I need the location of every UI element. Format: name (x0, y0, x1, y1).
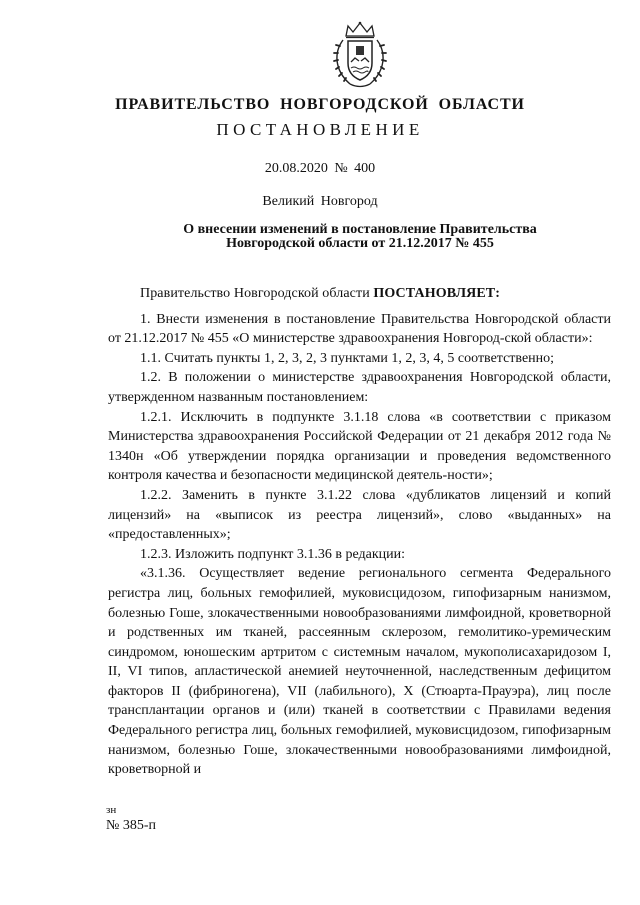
paragraph: 1.2. В положении о министерстве здравоохранения Новгородской области, утвержденном названным постановлением: (108, 370, 611, 405)
paragraph: 1.2.1. Исключить в подпункте 3.1.18 слова «в соответствии с приказом Министерства здравоохранения Российской Федерации от 21 декабря 2012 года № 1340н «Об утверждении порядка организации и проведения ведомственного контроля качества и безопасности медицинской деятель-ности»; (108, 409, 611, 484)
city-name: Великий Новгород (262, 194, 378, 209)
date-and-number: 20.08.2020 № 400 (264, 161, 376, 176)
paragraph: 1. Внести изменения в постановление Правительства Новгородской области от 21.12.2017 № 455 «О министерстве здравоохранения Новгород-ской области»: (108, 311, 611, 347)
document-body (108, 284, 611, 780)
government-title: ПРАВИТЕЛЬСТВО НОВГОРОДСКОЙ ОБЛАСТИ (115, 96, 525, 113)
document-type: ПОСТАНОВЛЕНИЕ (216, 120, 424, 139)
subject-line: Новгородской области от 21.12.2017 № 455 (226, 236, 494, 251)
footer-code: зн (106, 804, 117, 816)
footer-document-number: № 385-п (106, 818, 157, 833)
preamble-decree-word: ПОСТАНОВЛЯЕТ: (373, 286, 500, 301)
paragraph: 1.1. Считать пункты 1, 2, 3, 2, 3 пунктами 1, 2, 3, 4, 5 соответственно; (140, 350, 555, 366)
paragraph: 1.2.2. Заменить в пункте 3.1.22 слова «дубликатов лицензий и копий лицензий» на «выписок из реестра лицензий», слово «выданных» на «предоставленных»; (108, 487, 611, 543)
novgorod-coat-of-arms-icon (331, 20, 389, 92)
preamble-text: Правительство Новгородской области (140, 286, 374, 301)
paragraph: «3.1.36. Осуществляет ведение регионального сегмента Федерального регистра лиц, больных гемофилией, муковисцидозом, гипофизарным нанизмом, болезнью Гоше, злокачественными новообразованиями лимфоидной, кроветворной и родственных им тканей, рассеянным склерозом, гемолитико-уремическим синдромом, юношеским артритом с системным началом, мукополисахаридозом I, II, VI типов, апластической анемией неуточненной, наследственным дефицитом факторов II (фибриногена), VII (лабильного), X (Стюарта-Прауэра), лиц после трансплантации органов и (или) тканей в соответствии с Правилами ведения Федерального регистра лиц, больных гемофилией, муковисцидозом, гипофизарным нанизмом, болезнью Гоше, злокачественными новообразованиями лимфоидной, кроветворной и (108, 566, 611, 778)
preamble (108, 284, 611, 304)
paragraph: 1.2.3. Изложить подпункт 3.1.36 в редакции: (140, 546, 406, 562)
subject-line: О внесении изменений в постановление Правительства (183, 222, 537, 237)
document-subject (100, 223, 620, 251)
